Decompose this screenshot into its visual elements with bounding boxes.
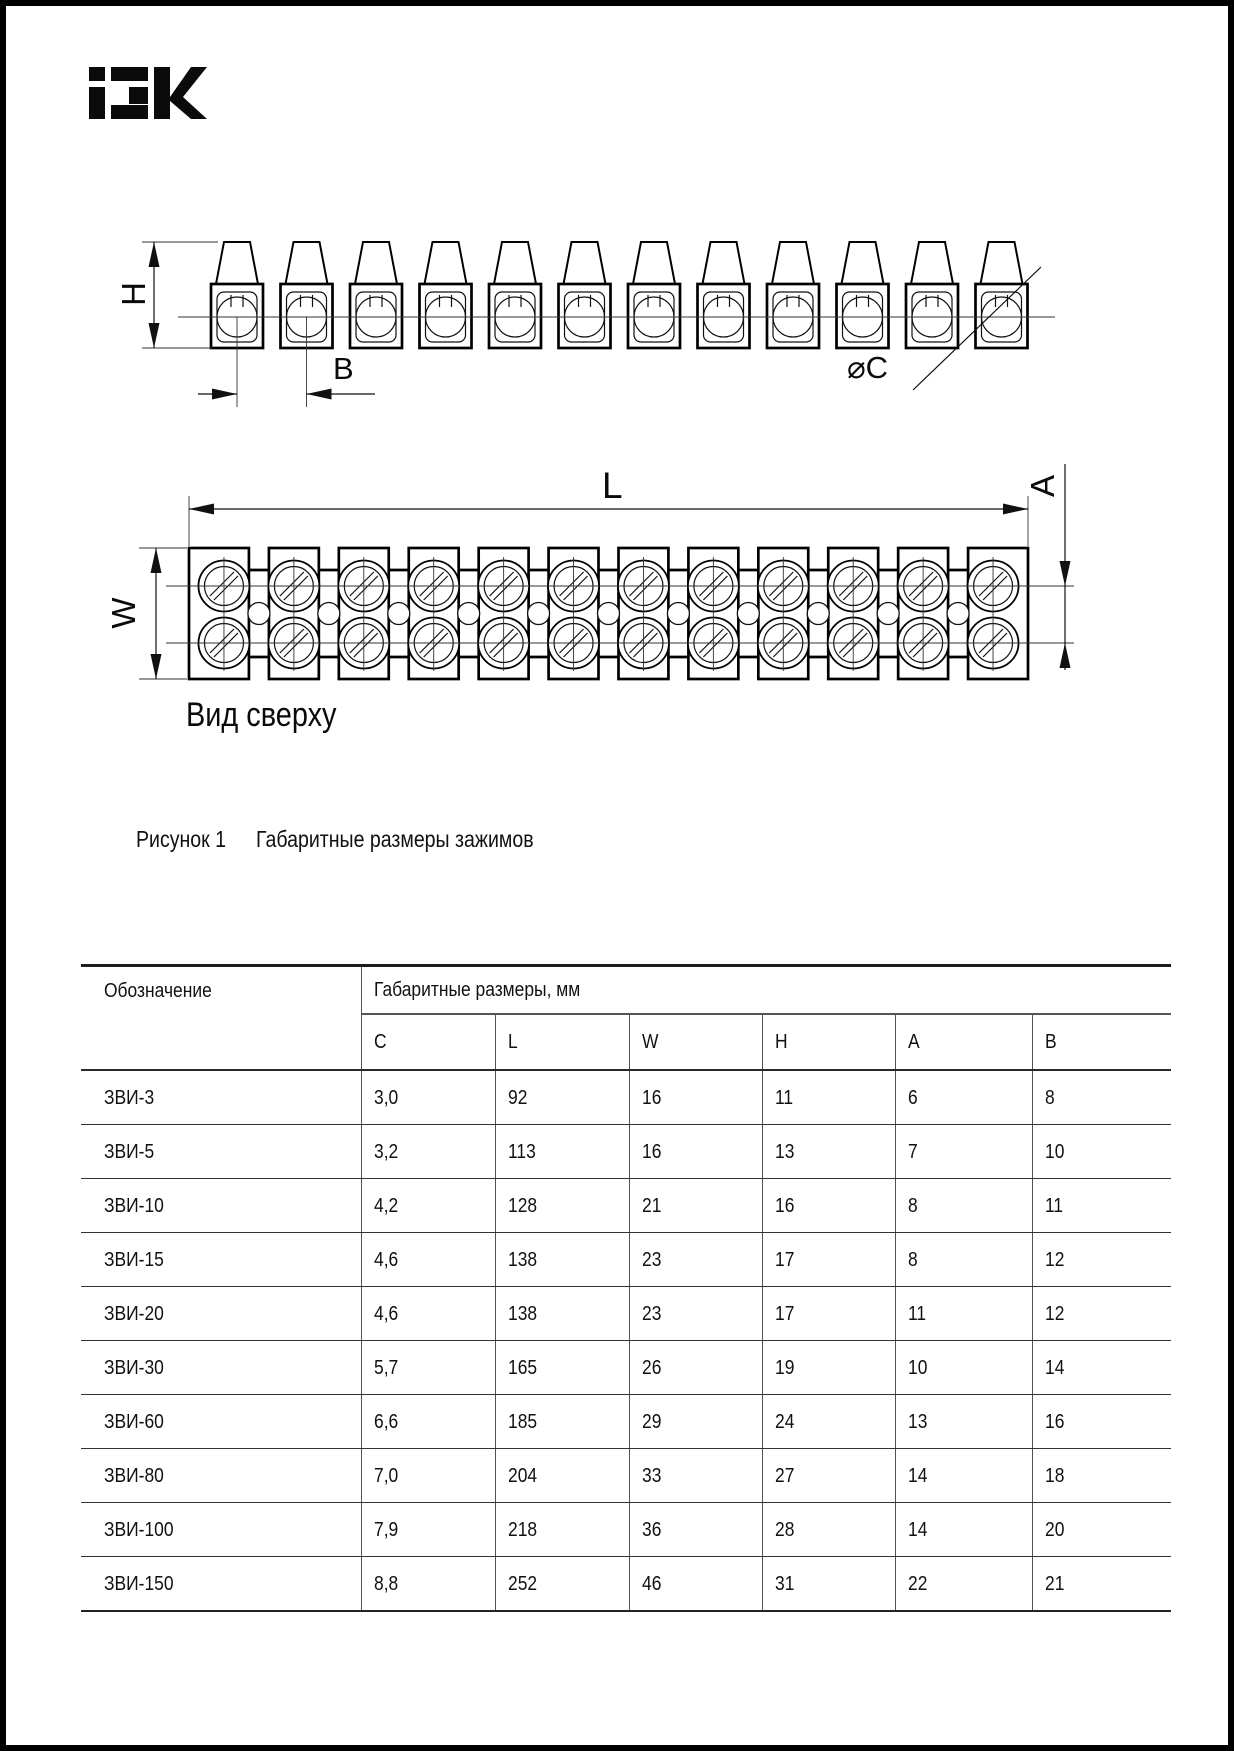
col-header-a: A xyxy=(895,1014,1032,1070)
dim-label-a: A xyxy=(1023,475,1061,498)
table-row: ЗВИ-100 7,9 218 36 28 14 20 xyxy=(81,1503,1171,1557)
top-view-caption: Вид сверху xyxy=(186,696,337,734)
table-header-row-1 xyxy=(81,966,1171,1015)
col-header-designation: Обозначение xyxy=(81,966,361,1071)
table-row: ЗВИ-5 3,2 113 16 13 7 10 xyxy=(81,1125,1171,1179)
dimensions-table xyxy=(81,964,1171,1612)
table-row: ЗВИ-30 5,7 165 26 19 10 14 xyxy=(81,1341,1171,1395)
dim-label-l: L xyxy=(602,465,623,506)
figure-caption-text: Габаритные размеры зажимов xyxy=(255,826,534,852)
table-row: ЗВИ-10 4,2 128 21 16 8 11 xyxy=(81,1179,1171,1233)
col-header-l: L xyxy=(495,1014,629,1070)
side-view xyxy=(178,242,1055,348)
figure-caption-label: Рисунок 1 xyxy=(136,826,227,852)
dim-label-b: B xyxy=(333,351,354,386)
table-row: ЗВИ-150 8,8 252 46 31 22 21 xyxy=(81,1557,1171,1612)
col-header-dimensions: Габаритные размеры, мм xyxy=(361,966,1171,1015)
col-header-h: H xyxy=(762,1014,895,1070)
table-row: ЗВИ-60 6,6 185 29 24 13 16 xyxy=(81,1395,1171,1449)
table-row: ЗВИ-3 3,0 92 16 11 6 8 xyxy=(81,1070,1171,1125)
dim-label-c: ⌀C xyxy=(847,350,889,385)
dim-label-w: W xyxy=(104,597,142,629)
table-row: ЗВИ-80 7,0 204 33 27 14 18 xyxy=(81,1449,1171,1503)
table-row: ЗВИ-20 4,6 138 23 17 11 12 xyxy=(81,1287,1171,1341)
col-header-b: B xyxy=(1032,1014,1171,1070)
col-header-c: C xyxy=(361,1014,495,1070)
top-view xyxy=(166,548,1074,679)
iek-logo xyxy=(88,64,210,124)
col-header-w: W xyxy=(629,1014,762,1070)
dim-label-h: H xyxy=(114,282,152,306)
figure-caption xyxy=(136,826,583,853)
dimensional-drawing xyxy=(6,6,1234,906)
table-row: ЗВИ-15 4,6 138 23 17 8 12 xyxy=(81,1233,1171,1287)
dimension-lines xyxy=(139,242,1071,679)
